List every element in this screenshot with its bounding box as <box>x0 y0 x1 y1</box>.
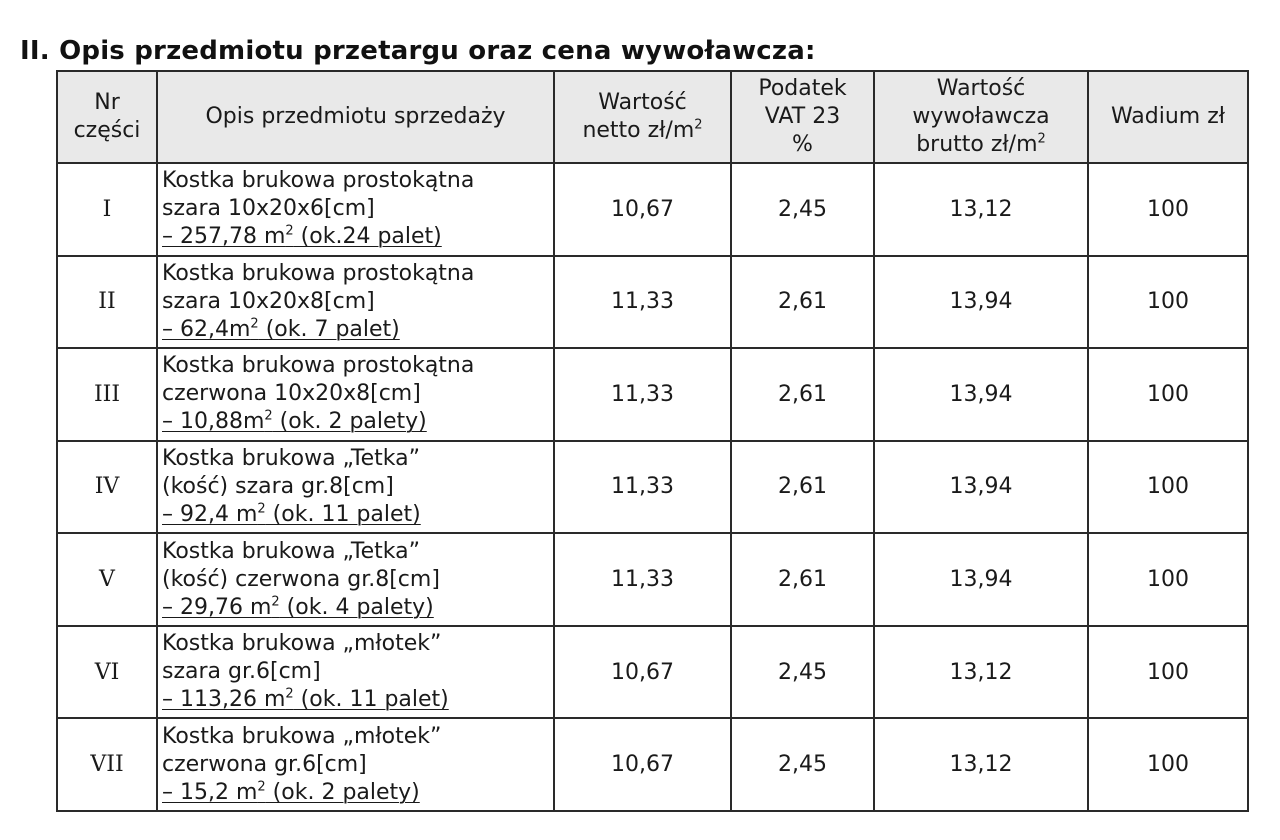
header-netto-line1: Wartość <box>598 90 687 115</box>
header-brutto-line1: Wartość <box>936 76 1026 101</box>
header-netto-line2: netto zł/m <box>582 118 695 143</box>
tender-table <box>56 70 1249 812</box>
row-netto: 10,67 <box>554 626 731 719</box>
row-desc-line1: Kostka brukowa prostokątna <box>162 353 475 379</box>
table-header <box>57 71 1248 163</box>
row-desc-line2: czerwona 10x20x8[cm] <box>162 381 421 407</box>
header-wadium-label: Wadium zł <box>1110 104 1226 129</box>
row-netto: 11,33 <box>554 533 731 626</box>
row-description <box>157 348 554 441</box>
table-row <box>57 441 1248 534</box>
row-nr: VI <box>57 626 157 719</box>
row-netto: 10,67 <box>554 718 731 811</box>
row-wadium: 100 <box>1088 718 1248 811</box>
row-desc-line3a: – 10,88m <box>162 409 265 435</box>
table-row <box>57 348 1248 441</box>
row-desc-line2: szara 10x20x6[cm] <box>162 196 375 222</box>
row-wadium: 100 <box>1088 348 1248 441</box>
header-wadium <box>1088 71 1248 163</box>
header-brutto-line3: brutto zł/m <box>916 132 1038 157</box>
row-vat: 2,61 <box>731 533 874 626</box>
row-nr: II <box>57 256 157 349</box>
table-body <box>57 163 1248 811</box>
header-brutto <box>874 71 1088 163</box>
row-desc-line2: szara 10x20x8[cm] <box>162 288 375 314</box>
row-desc-line1: Kostka brukowa „młotek” <box>162 723 442 749</box>
header-vat <box>731 71 874 163</box>
row-desc-line1: Kostka brukowa prostokątna <box>162 168 475 194</box>
header-description-label: Opis przedmiotu sprzedaży <box>205 104 506 129</box>
row-desc-sup: 2 <box>285 223 294 239</box>
row-desc-line3b: (ok. 11 palet) <box>293 687 449 713</box>
row-vat: 2,61 <box>731 441 874 534</box>
header-brutto-sup: 2 <box>1037 131 1046 147</box>
row-vat: 2,61 <box>731 256 874 349</box>
table-row <box>57 533 1248 626</box>
row-vat: 2,45 <box>731 718 874 811</box>
row-desc-line3a: – 113,26 m <box>162 687 286 713</box>
row-description <box>157 441 554 534</box>
row-wadium: 100 <box>1088 441 1248 534</box>
row-desc-line3a: – 257,78 m <box>162 224 286 250</box>
row-wadium: 100 <box>1088 626 1248 719</box>
row-desc-line3a: – 29,76 m <box>162 594 272 620</box>
row-vat: 2,45 <box>731 626 874 719</box>
row-brutto: 13,12 <box>874 626 1088 719</box>
row-description <box>157 533 554 626</box>
row-vat: 2,45 <box>731 163 874 256</box>
row-desc-line3b: (ok. 2 palety) <box>272 409 427 435</box>
table-row <box>57 626 1248 719</box>
row-brutto: 13,12 <box>874 718 1088 811</box>
row-brutto: 13,12 <box>874 163 1088 256</box>
row-desc-sup: 2 <box>257 779 266 795</box>
row-desc-sup: 2 <box>264 409 273 425</box>
row-desc-line2: czerwona gr.6[cm] <box>162 751 367 777</box>
header-description <box>157 71 554 163</box>
row-description <box>157 718 554 811</box>
row-brutto: 13,94 <box>874 256 1088 349</box>
header-nr-line1: Nr <box>94 90 120 115</box>
row-desc-sup: 2 <box>271 594 280 610</box>
row-netto: 11,33 <box>554 256 731 349</box>
header-nr <box>57 71 157 163</box>
row-desc-line2: (kość) czerwona gr.8[cm] <box>162 566 440 592</box>
row-desc-line2: szara gr.6[cm] <box>162 659 321 685</box>
row-desc-line1: Kostka brukowa „młotek” <box>162 631 442 657</box>
row-wadium: 100 <box>1088 163 1248 256</box>
row-nr: I <box>57 163 157 256</box>
header-netto <box>554 71 731 163</box>
row-netto: 11,33 <box>554 441 731 534</box>
row-wadium: 100 <box>1088 256 1248 349</box>
row-desc-line3a: – 62,4m <box>162 316 251 342</box>
row-nr: VII <box>57 718 157 811</box>
row-brutto: 13,94 <box>874 533 1088 626</box>
row-desc-line1: Kostka brukowa „Tetka” <box>162 445 421 471</box>
row-nr: V <box>57 533 157 626</box>
row-netto: 11,33 <box>554 348 731 441</box>
row-desc-line3b: (ok. 2 palety) <box>265 779 420 805</box>
table-row <box>57 163 1248 256</box>
row-desc-line3a: – 15,2 m <box>162 779 258 805</box>
row-vat: 2,61 <box>731 348 874 441</box>
row-desc-line3b: (ok. 11 palet) <box>265 501 421 527</box>
row-desc-line1: Kostka brukowa prostokątna <box>162 260 475 286</box>
table-row <box>57 256 1248 349</box>
row-nr: III <box>57 348 157 441</box>
header-netto-sup: 2 <box>694 117 703 133</box>
row-brutto: 13,94 <box>874 348 1088 441</box>
header-vat-line3: % <box>792 132 813 157</box>
header-nr-line2: części <box>73 118 141 143</box>
row-desc-line3b: (ok. 4 palety) <box>279 594 434 620</box>
row-desc-sup: 2 <box>285 686 294 702</box>
row-nr: IV <box>57 441 157 534</box>
row-desc-line2: (kość) szara gr.8[cm] <box>162 473 394 499</box>
row-desc-sup: 2 <box>250 316 259 332</box>
row-desc-line3a: – 92,4 m <box>162 501 258 527</box>
row-description <box>157 626 554 719</box>
section-heading: II. Opis przedmiotu przetargu oraz cena wywoławcza: <box>20 36 816 66</box>
row-description <box>157 256 554 349</box>
row-desc-line3b: (ok.24 palet) <box>293 224 442 250</box>
row-brutto: 13,94 <box>874 441 1088 534</box>
header-brutto-line2: wywoławcza <box>912 104 1050 129</box>
row-desc-line3b: (ok. 7 palet) <box>258 316 400 342</box>
header-vat-line2: VAT 23 <box>764 104 841 129</box>
row-netto: 10,67 <box>554 163 731 256</box>
table-row <box>57 718 1248 811</box>
row-desc-sup: 2 <box>257 501 266 517</box>
row-description <box>157 163 554 256</box>
row-wadium: 100 <box>1088 533 1248 626</box>
header-vat-line1: Podatek <box>758 76 847 101</box>
row-desc-line1: Kostka brukowa „Tetka” <box>162 538 421 564</box>
